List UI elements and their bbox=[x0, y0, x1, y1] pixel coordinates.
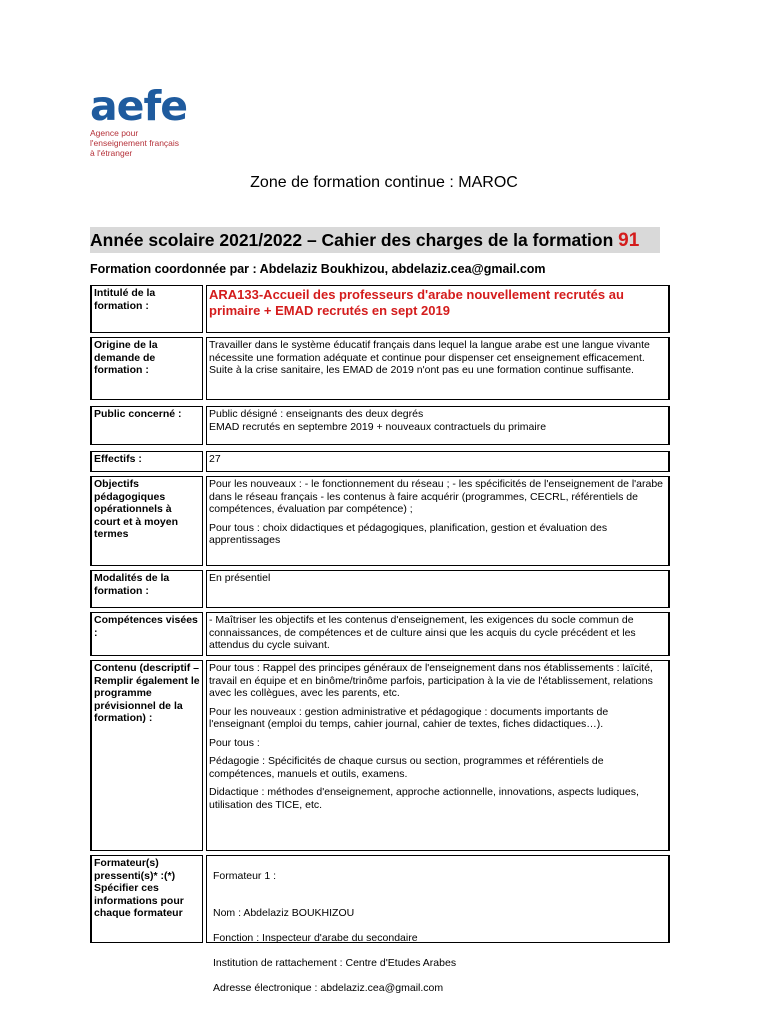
zone-title: Zone de formation continue : MAROC bbox=[250, 174, 518, 191]
logo-tagline: Agence pour l'enseignement français à l'étranger bbox=[90, 128, 180, 158]
label-public: Public concerné : bbox=[90, 406, 203, 445]
public-line-2: EMAD recrutés en septembre 2019 + nouveaux contractuels du primaire bbox=[209, 420, 547, 433]
table-row-formateurs bbox=[90, 855, 670, 994]
table-row-public bbox=[90, 406, 670, 445]
label-origine: Origine de la demande de formation : bbox=[90, 337, 203, 400]
table-row-origine bbox=[90, 337, 670, 400]
trainer-institution: Institution de rattachement : Centre d'Etudes Arabes bbox=[213, 956, 457, 969]
label-contenu: Contenu (descriptif – Remplir également le programme prévisionnel de la formation) : bbox=[90, 660, 203, 851]
table-row-objectifs bbox=[90, 476, 670, 566]
formation-title: ARA133-Accueil des professeurs d'arabe nouvellement recrutés au primaire + EMAD recrutés en sept 2019 bbox=[209, 287, 624, 318]
trainer-header: Formateur 1 : bbox=[213, 869, 277, 882]
public-line-1: Public désigné : enseignants des deux degrés bbox=[209, 408, 424, 420]
table-row-modalites bbox=[90, 570, 670, 608]
label-objectifs: Objectifs pédagogiques opérationnels à court et à moyen termes bbox=[90, 476, 203, 566]
value-objectifs bbox=[206, 476, 670, 566]
formation-number: 91 bbox=[618, 230, 640, 251]
table-row-contenu bbox=[90, 660, 670, 851]
table-row-competences bbox=[90, 612, 670, 656]
table-row-effectifs bbox=[90, 451, 670, 472]
year-heading-text: Année scolaire 2021/2022 – Cahier des charges de la formation bbox=[90, 230, 619, 250]
value-formateurs bbox=[206, 855, 670, 994]
value-competences: - Maîtriser les objectifs et les contenus d'enseignement, les exigences du socle commun de connaissances, de compétences et de culture ainsi que les acquis du cycle précédent et les attendus du cycle suivant. bbox=[206, 612, 670, 656]
contenu-paragraph-5: Didactique : méthodes d'enseignement, approche actionnelle, innovations, aspects ludiques, utilisation des TICE, etc. bbox=[209, 786, 639, 811]
contenu-paragraph-3: Pour tous : bbox=[209, 736, 260, 749]
year-heading bbox=[90, 227, 660, 253]
value-contenu bbox=[206, 660, 670, 851]
value-effectifs: 27 bbox=[206, 451, 670, 472]
objectifs-paragraph-1: Pour les nouveaux : - le fonctionnement du réseau ; - les spécificités de l'enseignement de l'arabe dans le réseau français - les contenus à faire acquérir (programmes, CECRL, référentiels de compétences, évaluation par compétence) ; bbox=[209, 478, 664, 515]
label-competences: Compétences visées : bbox=[90, 612, 203, 656]
trainer-email: Adresse électronique : abdelaziz.cea@gmail.com bbox=[213, 981, 444, 994]
value-intitule bbox=[206, 285, 670, 333]
trainer-function: Fonction : Inspecteur d'arabe du secondaire bbox=[213, 931, 418, 944]
logo-wordmark: aefe bbox=[90, 82, 188, 130]
label-modalites: Modalités de la formation : bbox=[90, 570, 203, 608]
objectifs-paragraph-2: Pour tous : choix didactiques et pédagogiques, planification, gestion et évaluation des apprentissages bbox=[209, 521, 608, 546]
label-formateurs: Formateur(s) pressenti(s)* :(*) Spécifier ces informations pour chaque formateur bbox=[90, 855, 203, 943]
aefe-logo bbox=[90, 82, 188, 158]
coordinator-line: Formation coordonnée par : Abdelaziz Boukhizou, abdelaziz.cea@gmail.com bbox=[90, 262, 546, 276]
value-public bbox=[206, 406, 670, 445]
contenu-paragraph-4: Pédagogie : Spécificités de chaque cursus ou section, programmes et référentiels de compétences, manuels et outils, examens. bbox=[209, 755, 604, 780]
value-origine: Travailler dans le système éducatif français dans lequel la langue arabe est une langue vivante nécessite une formation adéquate et continue pour dispenser cet enseignement efficacement. Suite à la crise sanitaire, les EMAD de 2019 n'ont pas eu une formation continue suffisante. bbox=[206, 337, 670, 400]
label-effectifs: Effectifs : bbox=[90, 451, 203, 472]
trainer-name: Nom : Abdelaziz BOUKHIZOU bbox=[213, 906, 355, 919]
value-modalites: En présentiel bbox=[206, 570, 670, 608]
trainer-block bbox=[209, 857, 666, 1007]
contenu-paragraph-2: Pour les nouveaux : gestion administrative et pédagogique : documents importants de l'enseignant (emploi du temps, cahier journal, cahier de textes, fiches didactiques…). bbox=[209, 705, 609, 730]
table-row-intitule bbox=[90, 285, 670, 333]
contenu-paragraph-1: Pour tous : Rappel des principes généraux de l'enseignement dans nos établissements : laïcité, travail en équipe et en binôme/trinôme parfois, participation à la vie de l'établissement, relations avec les collègues, avec les parents, etc. bbox=[209, 662, 653, 699]
specification-table bbox=[90, 285, 670, 994]
label-intitule: Intitulé de la formation : bbox=[90, 285, 203, 333]
